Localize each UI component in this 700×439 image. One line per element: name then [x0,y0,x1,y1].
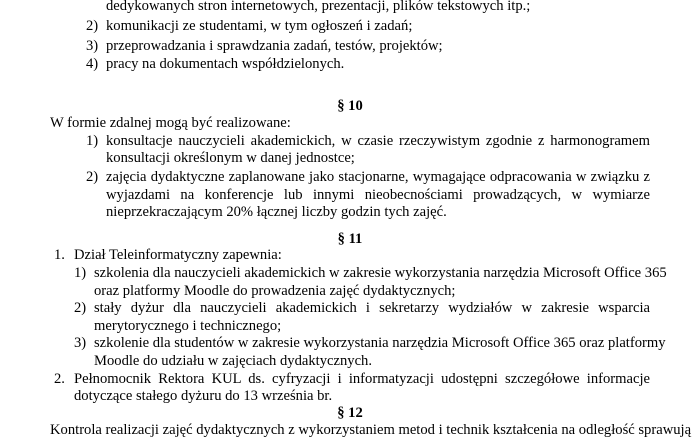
list-continuation-line: dedykowanych stron internetowych, prezentacji, plików tekstowych itp.; [106,0,531,14]
sublist-item-number: 2) [74,300,87,316]
list-item-text: zajęcia dydaktyczne zaplanowane jako stacjonarne, wymagające odpracowania w związku z [106,169,650,185]
list-item-text: Pełnomocnik Rektora KUL ds. cyfryzacji i informatyzacji udostępni szczegółowe informacje [74,371,650,387]
sublist-item-text: merytorycznego i technicznego; [94,318,282,334]
list-item-text: konsultacje nauczycieli akademickich, w czasie rzeczywistym zgodnie z harmonogramem [106,133,650,149]
list-item-number: 4) [86,56,99,72]
list-item-text: pracy na dokumentach współdzielonych. [106,56,345,72]
section-10-intro: W formie zdalnej mogą być realizowane: [50,115,291,131]
list-item-number: 2. [54,371,65,387]
section-12-cut-line: Kontrola realizacji zajęć dydaktycznych z wykorzystaniem metod i technik kształcenia na odległość sprawują [50,422,692,438]
list-item-text: nieprzekraczającym 20% łącznej liczby godzin tych zajęć. [106,204,447,220]
section-heading-12: § 12 [337,405,363,421]
list-item-number: 2) [86,169,99,185]
sublist-item-text: szkolenia dla nauczycieli akademickich w zakresie wykorzystania narzędzia Microsoft Office 365 [94,265,667,281]
list-item-text: Dział Teleinformatyczny zapewnia: [74,247,282,263]
sublist-item-number: 1) [74,265,87,281]
section-heading-10: § 10 [337,98,363,114]
list-item-text: wyjazdami na konferencje lub innymi nieobecnościami prowadzących, w wymiarze [106,187,650,203]
list-item-number: 2) [86,18,99,34]
sublist-item-text: Moodle do udziału w zajęciach dydaktycznych. [94,353,372,369]
list-item-number: 1. [54,247,65,263]
list-item-number: 3) [86,38,99,54]
sublist-item-text: oraz platformy Moodle do prowadzenia zajęć dydaktycznych; [94,283,456,299]
sublist-item-text: stały dyżur dla nauczycieli akademickich i sekretarzy wydziałów w zakresie wsparcia [94,300,650,316]
list-item-text: konsultacji określonym w danej jednostce; [106,150,355,166]
sublist-item-text: szkolenie dla studentów w zakresie wykorzystania narzędzia Microsoft Office 365 oraz platformy [94,335,666,351]
section-heading-11: § 11 [337,231,363,247]
list-item-text: przeprowadzania i sprawdzania zadań, testów, projektów; [106,38,443,54]
list-item-number: 1) [86,133,99,149]
list-item-text: dotyczące stałego dyżuru do 13 września br. [74,388,333,404]
list-item-text: komunikacji ze studentami, w tym ogłoszeń i zadań; [106,18,413,34]
sublist-item-number: 3) [74,335,87,351]
